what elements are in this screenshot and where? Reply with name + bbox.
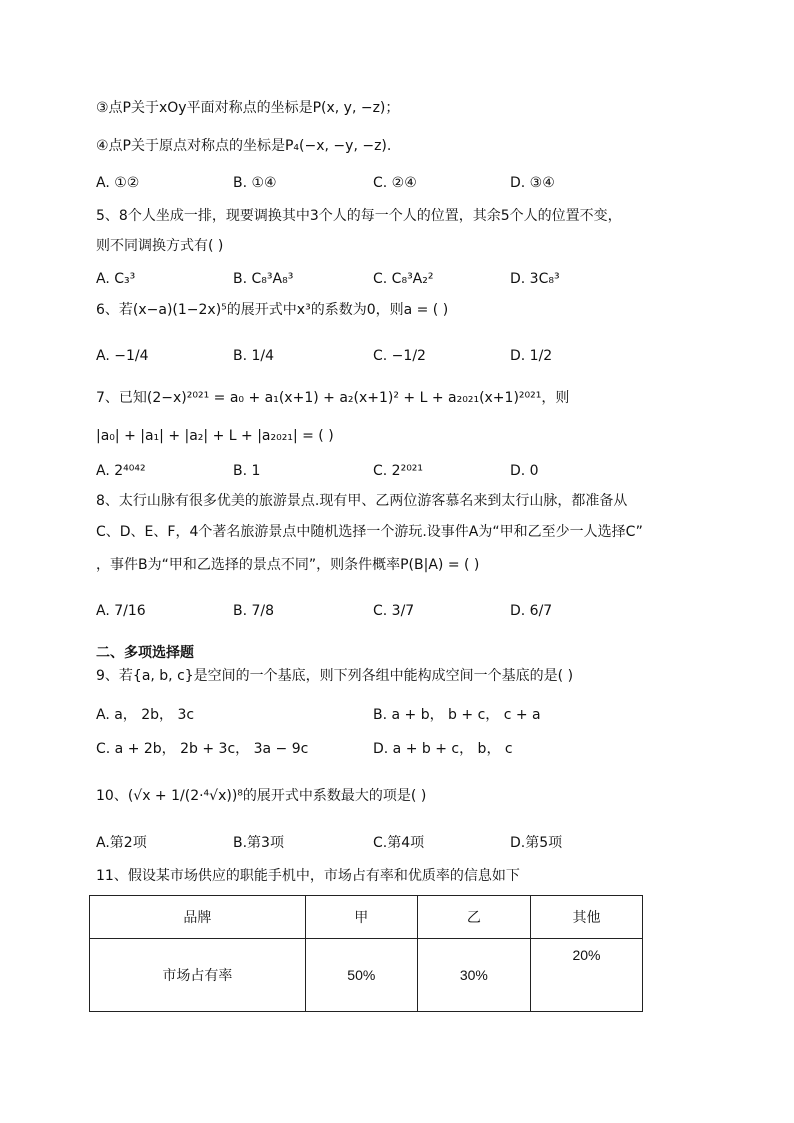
table-header-row [90, 896, 643, 939]
q9-options-row1 [96, 704, 716, 734]
q8-option-a: A. 7/16 [96, 603, 146, 619]
statement-3: ③点P关于xOy平面对称点的坐标是P(x, y, −z)； [96, 100, 400, 116]
q8-options [96, 600, 716, 630]
table-row [90, 939, 643, 1012]
q5-option-a: A. C₃³ [96, 271, 136, 287]
q8-option-b: B. 7/8 [233, 603, 275, 619]
table-cell: 30% [417, 939, 530, 1012]
q7-option-d: D. 0 [510, 463, 539, 479]
q8-text-line3: ，事件B为“甲和乙选择的景点不同”，则条件概率P(B|A) = ( ) [96, 557, 480, 573]
q4-option-a: A. ①② [96, 175, 140, 191]
q7-option-c: C. 2²⁰²¹ [373, 463, 424, 479]
q4-options [96, 172, 716, 202]
q10-options [96, 832, 716, 862]
table-header-cell: 其他 [530, 896, 642, 939]
statement-4: ④点P关于原点对称点的坐标是P₄(−x, −y, −z). [96, 138, 392, 154]
q9-option-d: D. a + b + c， b， c [373, 741, 513, 757]
q10-option-b: B.第3项 [233, 835, 284, 851]
q4-option-b: B. ①④ [233, 175, 277, 191]
table-cell: 市场占有率 [90, 939, 306, 1012]
table-header-cell: 乙 [417, 896, 530, 939]
market-share-table [89, 895, 643, 1012]
q7-text-line1: 7、已知(2−x)²⁰²¹ = a₀ + a₁(x+1) + a₂(x+1)² + L + a₂₀₂₁(x+1)²⁰²¹，则 [96, 390, 570, 406]
q9-text: 9、若{a, b, c}是空间的一个基底，则下列各组中能构成空间一个基底的是( ) [96, 668, 574, 684]
q7-option-a: A. 2⁴⁰⁴² [96, 463, 146, 479]
q5-text-line2: 则不同调换方式有( ) [96, 238, 224, 254]
q4-option-c: C. ②④ [373, 175, 417, 191]
table-header-cell: 甲 [305, 896, 417, 939]
q8-text-line2: C、D、E、F，4个著名旅游景点中随机选择一个游玩.设事件A为“甲和乙至少一人选择C” [96, 524, 643, 540]
q9-option-c: C. a + 2b， 2b + 3c， 3a − 9c [96, 741, 309, 757]
q10-option-a: A.第2项 [96, 835, 147, 851]
q5-text-line1: 5、8个人坐成一排，现要调换其中3个人的每一个人的位置，其余5个人的位置不变， [96, 208, 622, 224]
q10-text: 10、(√x + 1/(2·⁴√x))⁸的展开式中系数最大的项是( ) [96, 788, 427, 804]
table-cell: 20% [530, 939, 642, 1012]
q5-option-b: B. C₈³A₈³ [233, 271, 294, 287]
q8-option-d: D. 6/7 [510, 603, 553, 619]
q9-option-a: A. a， 2b， 3c [96, 707, 195, 723]
q5-option-c: C. C₈³A₂² [373, 271, 434, 287]
q8-text-line1: 8、太行山脉有很多优美的旅游景点.现有甲、乙两位游客慕名来到太行山脉，都准备从 [96, 493, 628, 509]
q4-option-d: D. ③④ [510, 175, 555, 191]
q10-option-d: D.第5项 [510, 835, 563, 851]
q6-option-d: D. 1/2 [510, 348, 553, 364]
q6-option-b: B. 1/4 [233, 348, 275, 364]
q9-options-row2 [96, 738, 716, 768]
q6-options [96, 345, 716, 375]
q7-options [96, 460, 716, 490]
q9-option-b: B. a + b， b + c， c + a [373, 707, 541, 723]
q8-option-c: C. 3/7 [373, 603, 415, 619]
q11-text: 11、假设某市场供应的职能手机中，市场占有率和优质率的信息如下 [96, 868, 520, 884]
q6-text: 6、若(x−a)(1−2x)⁵的展开式中x³的系数为0，则a = ( ) [96, 302, 449, 318]
q5-option-d: D. 3C₈³ [510, 271, 560, 287]
q6-option-a: A. −1/4 [96, 348, 149, 364]
q7-text-line2: |a₀| + |a₁| + |a₂| + L + |a₂₀₂₁| = ( ) [96, 428, 334, 444]
q7-option-b: B. 1 [233, 463, 261, 479]
section-heading-multiple-choice: 二、多项选择题 [96, 645, 194, 661]
q5-options [96, 268, 716, 298]
q6-option-c: C. −1/2 [373, 348, 426, 364]
table-header-cell: 品牌 [90, 896, 306, 939]
q10-option-c: C.第4项 [373, 835, 425, 851]
table-cell: 50% [305, 939, 417, 1012]
